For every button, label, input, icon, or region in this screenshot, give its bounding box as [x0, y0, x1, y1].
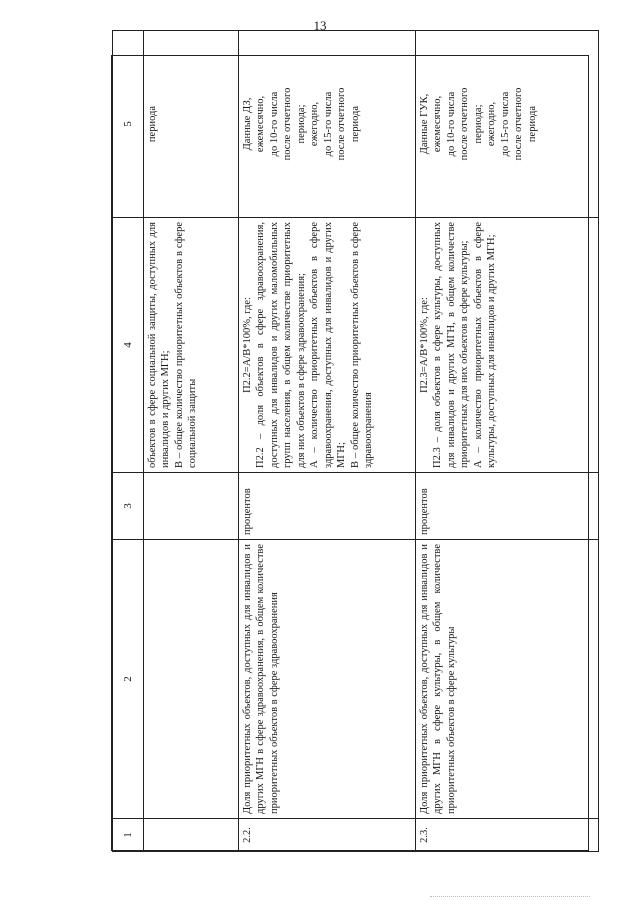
continuation-formula [144, 218, 239, 473]
source-line: ежегодно, [309, 101, 321, 147]
formula-text: П2.3=А/В*100%, где: [419, 297, 430, 393]
formula-line: А – количество приоритетных объектов в сфере культуры, доступных для инвалидов и других МГН; [472, 222, 498, 468]
source-line: Данные ГУК, [419, 93, 430, 155]
source-line: после отчетного [336, 87, 348, 161]
source-line: периода [349, 105, 361, 143]
source-line: ежемесячно, [255, 95, 267, 153]
table-row [416, 31, 599, 852]
continuation-indicator [144, 540, 239, 819]
source-line: до 10-го числа [268, 91, 280, 157]
indicator-table-frame [111, 55, 589, 851]
source-line: после отчетного [282, 87, 294, 161]
source-line: Данные ДЗ, [242, 97, 253, 151]
page-number: 13 [313, 18, 327, 33]
formula-line: В – общее количество приоритетных объектов в сфере здравоохранения [349, 222, 374, 468]
table-row [239, 31, 416, 852]
formula-text: П2.2=А/В*100%, где: [242, 297, 253, 393]
continuation-line: объектов в сфере социальной защиты, доступных для инвалидов и других МГН; [147, 222, 172, 468]
rotated-table [112, 56, 590, 852]
indicator-name: Доля приоритетных объектов, доступных для инвалидов и других МГН в сфере здравоохранения, в общем количестве приоритетных объектов в сфере здравоохранения [239, 540, 416, 819]
formula-line: П2.3 – доля объектов в сфере культуры, доступных для инвалидов и других МГН, в общем количестве приоритетных для них объектов в сфере культуры; [432, 222, 471, 468]
source-line: периода [526, 105, 538, 143]
source-line: до 15-го числа [499, 91, 511, 157]
indicator-table [112, 30, 599, 852]
row-number: 2.2. [239, 819, 416, 852]
row-number: 2.3. [416, 819, 599, 852]
source-line: после отчетного [459, 87, 471, 161]
continuation-unit [144, 473, 239, 540]
formula-line: П2.2 – доля объектов в сфере здравоохранения, доступных для инвалидов и других маломобильных групп населения, в общем количестве приоритетных для них объектов в сфере здравоохранения; [255, 222, 307, 468]
source-cell [239, 31, 416, 218]
source-line: до 10-го числа [445, 91, 457, 157]
header-col-4: 4 [113, 218, 144, 473]
source-line: ежемесячно, [432, 95, 444, 153]
formula-cell [416, 218, 599, 473]
continuation-line: В – общее количество приоритетных объектов в сфере социальной защиты [173, 222, 199, 468]
header-col-1: 1 [113, 819, 144, 852]
formula-cell [239, 218, 416, 473]
source-line: до 15-го числа [322, 91, 334, 157]
source-line: периода; [472, 104, 484, 144]
indicator-name: Доля приоритетных объектов, доступных для инвалидов и других МГН в сфере культуры, в общем количестве приоритетных объектов в сфере культуры [416, 540, 599, 819]
unit-cell: процентов [239, 473, 416, 540]
continuation-source: периода [144, 31, 239, 218]
formula-line: А – количество приоритетных объектов в сфере здравоохранения, доступных для инвалидов и других МГН; [309, 222, 348, 468]
header-row [113, 31, 144, 852]
table-row-continuation [144, 31, 239, 852]
unit-cell: процентов [416, 473, 599, 540]
source-line: после отчетного [513, 87, 525, 161]
source-line: периода; [295, 104, 307, 144]
source-cell [416, 31, 599, 218]
source-line: ежегодно, [486, 101, 498, 147]
scan-artifact-divider [430, 896, 590, 897]
header-col-2: 2 [113, 540, 144, 819]
header-col-5: 5 [113, 31, 144, 218]
continuation-num [144, 819, 239, 852]
header-col-3: 3 [113, 473, 144, 540]
